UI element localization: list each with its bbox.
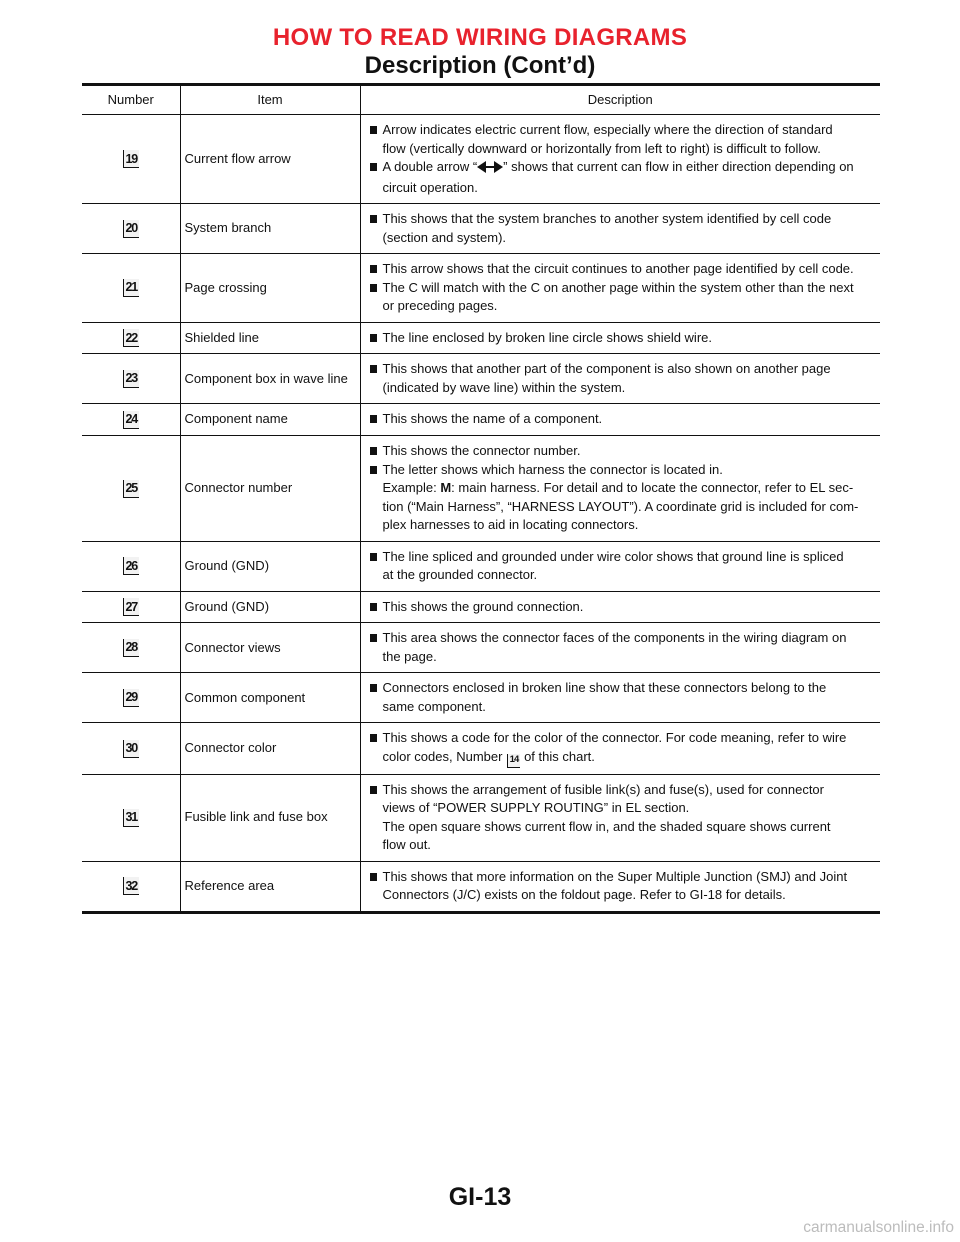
bullet-line xyxy=(369,629,877,648)
row-item-cell: Ground (GND) xyxy=(180,591,360,623)
description-text: This shows that another part of the component is also shown on another page xyxy=(382,361,831,377)
continuation-line xyxy=(369,498,877,517)
page-number: GI-13 xyxy=(448,1183,512,1211)
reference-number-icon: 25 xyxy=(123,480,139,498)
description-text: This shows the name of a component. xyxy=(382,411,603,427)
description-text: The letter shows which harness the connector is located in. xyxy=(382,461,723,477)
column-header-number: Number xyxy=(82,86,180,115)
column-header-description: Description xyxy=(360,86,880,115)
row-description-cell xyxy=(360,254,880,323)
row-description-cell xyxy=(360,591,880,623)
description-text: ” shows that current can flow in either direction depending on xyxy=(503,159,854,174)
reference-number-icon: 27 xyxy=(123,598,139,616)
row-item-cell: Page crossing xyxy=(180,254,360,323)
continuation-line xyxy=(369,698,877,717)
harness-letter: M xyxy=(440,480,452,495)
continuation-line xyxy=(369,818,877,837)
continuation-line xyxy=(369,140,877,159)
description-text: plex harnesses to aid in locating connectors. xyxy=(382,517,639,532)
description-text: Arrow indicates electric current flow, especially where the direction of standard xyxy=(382,122,833,137)
continuation-line xyxy=(369,229,877,248)
row-number-cell xyxy=(82,254,180,323)
page-subtitle: Description (Cont’d) xyxy=(364,52,596,79)
double-arrow-icon xyxy=(477,160,503,179)
section-title: HOW TO READ WIRING DIAGRAMS xyxy=(272,24,688,51)
description-text: Connectors enclosed in broken line show that these connectors belong to the xyxy=(382,680,827,696)
bullet-line xyxy=(369,260,877,279)
table-row xyxy=(82,623,880,673)
table-row xyxy=(82,436,880,542)
description-text: This shows the ground connection. xyxy=(382,598,584,614)
row-number-cell xyxy=(82,322,180,354)
bullet-line xyxy=(369,729,877,748)
bullet-line xyxy=(369,360,877,379)
row-description-cell xyxy=(360,322,880,354)
row-number-cell xyxy=(82,591,180,623)
row-description-cell xyxy=(360,404,880,436)
bullet-line xyxy=(369,210,877,229)
description-text: The C will match with the C on another page within the system other than the next xyxy=(382,279,854,295)
description-text: This area shows the connector faces of the components in the wiring diagram on xyxy=(382,630,847,646)
reference-number-icon: 21 xyxy=(123,279,139,297)
row-description-cell xyxy=(360,723,880,774)
row-number-cell xyxy=(82,723,180,774)
watermark: carmanualsonline.info xyxy=(803,1219,954,1236)
description-text: This shows the connector number. xyxy=(382,443,581,458)
row-item-cell: Fusible link and fuse box xyxy=(180,774,360,861)
description-text: This arrow shows that the circuit continues to another page identified by cell code. xyxy=(382,261,854,276)
description-text: views of “POWER SUPPLY ROUTING” in EL section. xyxy=(382,800,690,815)
continuation-line xyxy=(369,566,877,585)
row-number-cell xyxy=(82,673,180,723)
description-text: flow (vertically downward or horizontally from left to right) is difficult to follow. xyxy=(382,140,821,156)
description-text: (section and system). xyxy=(382,229,507,245)
reference-number-icon: 26 xyxy=(123,557,139,575)
description-text: Connectors (J/C) exists on the foldout page. Refer to GI-18 for details. xyxy=(382,887,786,902)
row-description-cell xyxy=(360,861,880,912)
continuation-line xyxy=(369,297,877,316)
bullet-line xyxy=(369,442,877,461)
row-number-cell xyxy=(82,861,180,912)
table-row xyxy=(82,354,880,404)
reference-number-icon: 30 xyxy=(123,740,139,758)
row-number-cell xyxy=(82,204,180,254)
continuation-line xyxy=(369,836,877,855)
table-row xyxy=(82,254,880,323)
description-text: Example: xyxy=(382,480,441,495)
table-row xyxy=(82,541,880,591)
description-text: circuit operation. xyxy=(382,179,478,195)
table-row xyxy=(82,861,880,912)
row-number-cell xyxy=(82,436,180,542)
row-number-cell xyxy=(82,354,180,404)
bullet-line xyxy=(369,279,877,298)
description-text: This shows a code for the color of the connector. For code meaning, refer to wire xyxy=(382,730,847,746)
table-row xyxy=(82,115,880,204)
bullet-line xyxy=(369,158,877,179)
row-item-cell: Shielded line xyxy=(180,322,360,354)
table-row xyxy=(82,673,880,723)
continuation-line xyxy=(369,748,877,768)
reference-number-icon: 24 xyxy=(123,411,139,429)
bullet-line xyxy=(369,410,877,429)
reference-number-icon: 20 xyxy=(123,220,139,238)
table-row xyxy=(82,723,880,774)
reference-number-icon: 29 xyxy=(123,689,139,707)
row-item-cell: Connector number xyxy=(180,436,360,542)
bullet-line xyxy=(369,461,877,480)
row-description-cell xyxy=(360,115,880,204)
description-text: This shows the arrangement of fusible link(s) and fuse(s), used for connector xyxy=(382,781,824,797)
row-number-cell xyxy=(82,541,180,591)
reference-number-icon: 19 xyxy=(123,150,139,168)
description-text: The open square shows current flow in, and the shaded square shows current xyxy=(382,818,831,834)
bullet-line xyxy=(369,548,877,567)
continuation-line xyxy=(369,648,877,667)
row-description-cell xyxy=(360,436,880,542)
reference-number-icon: 23 xyxy=(123,370,139,388)
continuation-line xyxy=(369,479,877,498)
description-text: color codes, Number xyxy=(382,748,507,764)
description-text: The line spliced and grounded under wire color shows that ground line is spliced xyxy=(382,548,844,564)
description-text: The line enclosed by broken line circle shows shield wire. xyxy=(382,329,712,345)
continuation-line xyxy=(369,886,877,905)
reference-number-icon: 28 xyxy=(123,639,139,657)
table-row xyxy=(82,591,880,623)
row-number-cell xyxy=(82,115,180,204)
table-row xyxy=(82,774,880,861)
row-item-cell: Current flow arrow xyxy=(180,115,360,204)
row-number-cell xyxy=(82,404,180,436)
column-header-item: Item xyxy=(180,86,360,115)
table-row xyxy=(82,404,880,436)
continuation-line xyxy=(369,799,877,818)
continuation-line xyxy=(369,179,877,198)
description-text: (indicated by wave line) within the system. xyxy=(382,379,626,395)
row-description-cell xyxy=(360,673,880,723)
table-header-row xyxy=(82,86,880,115)
reference-number-icon: 31 xyxy=(123,809,139,827)
row-item-cell: Ground (GND) xyxy=(180,541,360,591)
description-text: same component. xyxy=(382,698,486,714)
bullet-line xyxy=(369,679,877,698)
table-row xyxy=(82,204,880,254)
reference-number-icon: 22 xyxy=(123,329,139,347)
table-body xyxy=(82,115,880,913)
bullet-line xyxy=(369,329,877,348)
bullet-line xyxy=(369,121,877,140)
row-description-cell xyxy=(360,204,880,254)
description-text: the page. xyxy=(382,648,437,664)
continuation-line xyxy=(369,516,877,535)
row-description-cell xyxy=(360,774,880,861)
table-row xyxy=(82,322,880,354)
row-item-cell: Common component xyxy=(180,673,360,723)
row-description-cell xyxy=(360,541,880,591)
description-text: or preceding pages. xyxy=(382,298,498,313)
row-item-cell: Connector color xyxy=(180,723,360,774)
row-number-cell xyxy=(82,623,180,673)
row-description-cell xyxy=(360,354,880,404)
description-text: at the grounded connector. xyxy=(382,567,538,582)
description-text: This shows that the system branches to another system identified by cell code xyxy=(382,211,832,226)
continuation-line xyxy=(369,379,877,398)
row-item-cell: System branch xyxy=(180,204,360,254)
description-text: of this chart. xyxy=(524,748,595,764)
reference-number-icon: 14 xyxy=(507,754,520,768)
reference-number-icon: 32 xyxy=(123,877,139,895)
description-text: A double arrow “ xyxy=(382,159,478,174)
bullet-line xyxy=(369,781,877,800)
bullet-line xyxy=(369,598,877,617)
row-item-cell: Connector views xyxy=(180,623,360,673)
bullet-line xyxy=(369,868,877,887)
row-item-cell: Reference area xyxy=(180,861,360,912)
row-item-cell: Component name xyxy=(180,404,360,436)
description-text: : main harness. For detail and to locate the connector, refer to EL sec- xyxy=(451,480,854,495)
description-table xyxy=(82,86,880,914)
row-item-cell: Component box in wave line xyxy=(180,354,360,404)
row-number-cell xyxy=(82,774,180,861)
description-text: This shows that more information on the Super Multiple Junction (SMJ) and Joint xyxy=(382,868,848,884)
row-description-cell xyxy=(360,623,880,673)
description-text: flow out. xyxy=(382,837,431,852)
description-text: tion (“Main Harness”, “HARNESS LAYOUT”). A coordinate grid is included for com- xyxy=(382,498,859,514)
